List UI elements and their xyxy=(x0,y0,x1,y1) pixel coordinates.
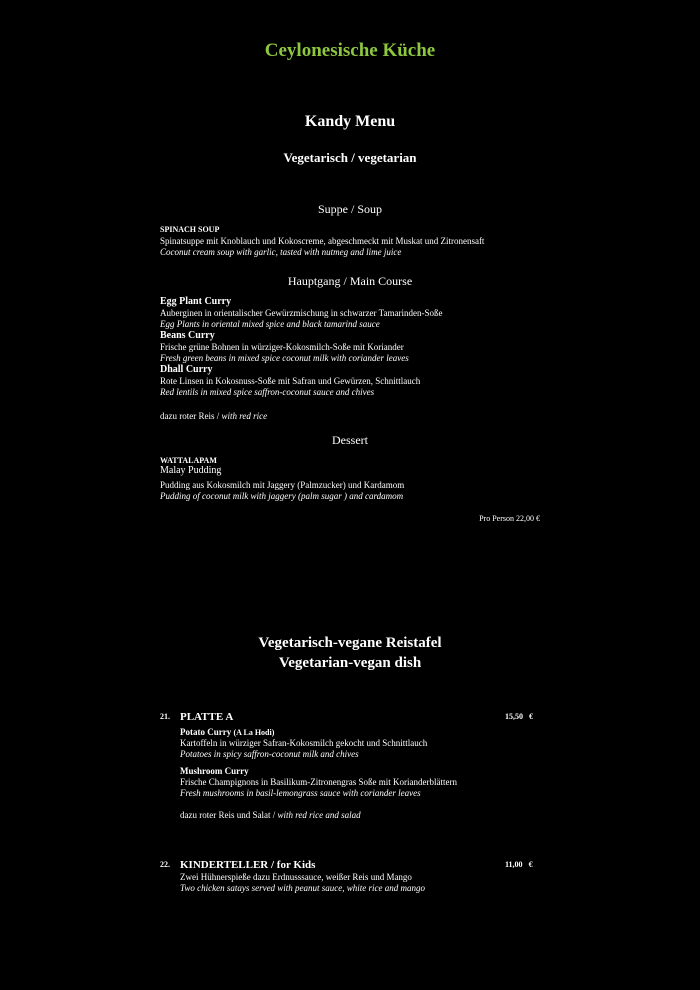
platte-item-desc-de: Frische Champignons in Basilikum-Zitronengras Soße mit Korianderblättern xyxy=(180,777,457,787)
platte-item-name: Mushroom Curry xyxy=(180,766,249,776)
platte-item-name xyxy=(180,727,274,738)
kids-title: KINDERTELLER / for Kids xyxy=(180,859,316,871)
main-item-desc-de: Auberginen in orientalischer Gewürzmischung in schwarzer Tamarinden-Soße xyxy=(160,308,443,318)
platte-item-desc-de: Kartoffeln in würziger Safran-Kokosmilch gekocht und Schnittlauch xyxy=(180,738,428,748)
currency: € xyxy=(528,860,533,869)
item-name: Potato Curry xyxy=(180,727,232,737)
item-suffix: (A La Hodi) xyxy=(233,728,275,737)
soup-desc-en: Coconut cream soup with garlic, tasted with nutmeg and lime juice xyxy=(160,247,402,257)
side-note-en: with red rice and salad xyxy=(277,810,361,820)
restaurant-title: Ceylonesische Küche xyxy=(264,40,436,61)
currency: € xyxy=(529,712,533,721)
dessert-desc-en: Pudding of coconut milk with jaggery (palm sugar ) and cardamom xyxy=(160,491,404,501)
rice-note-en: with red rice xyxy=(221,411,268,421)
rice-note xyxy=(160,411,267,422)
item-number: 21. xyxy=(160,712,170,721)
side-note-de: dazu roter Reis und Salat / xyxy=(180,810,278,820)
dessert-heading: Dessert xyxy=(332,433,368,447)
kids-desc-en: Two chicken satays served with peanut sauce, white rice and mango xyxy=(180,883,426,893)
main-item-desc-en: Red lentils in mixed spice saffron-coconut sauce and chives xyxy=(160,387,375,397)
main-item-desc-de: Frische grüne Bohnen in würziger-Kokosmilch-Soße mit Koriander xyxy=(160,342,404,352)
soup-heading: Suppe / Soup xyxy=(317,202,382,216)
platte-price xyxy=(505,712,533,721)
rice-note-de: dazu roter Reis / xyxy=(160,411,222,421)
platte-side-note xyxy=(180,810,361,821)
dessert-desc-de: Pudding aus Kokosmilch mit Jaggery (Palmzucker) und Kardamom xyxy=(160,480,405,490)
reistafel-title-en: Vegetarian-vegan dish xyxy=(278,655,422,671)
price-value: 15,50 xyxy=(505,712,523,721)
dessert-name: WATTALAPAM xyxy=(160,456,217,465)
main-item-desc-en: Fresh green beans in mixed spice coconut milk with coriander leaves xyxy=(160,353,409,363)
dessert-subname: Malay Pudding xyxy=(160,465,222,476)
reistafel-title-de: Vegetarisch-vegane Reistafel xyxy=(258,635,442,651)
platte-item-desc-en: Fresh mushrooms in basil-lemongrass sauce with coriander leaves xyxy=(180,788,421,798)
main-item-name: Beans Curry xyxy=(160,330,215,341)
main-item-name: Dhall Curry xyxy=(160,364,213,375)
kids-desc-de: Zwei Hühnerspieße dazu Erdnusssauce, weißer Reis und Mango xyxy=(180,872,412,882)
main-course-heading: Hauptgang / Main Course xyxy=(287,274,413,288)
price-value: 11,00 xyxy=(505,860,523,869)
kandy-menu-subtitle: Vegetarisch / vegetarian xyxy=(283,150,417,165)
kandy-price: Pro Person 22,00 € xyxy=(479,514,540,523)
item-number: 22. xyxy=(160,860,170,869)
main-item-name: Egg Plant Curry xyxy=(160,296,232,307)
main-item-desc-en: Egg Plants in oriental mixed spice and black tamarind sauce xyxy=(160,319,380,329)
soup-name: SPINACH SOUP xyxy=(160,225,220,234)
kids-price xyxy=(505,860,533,869)
main-item-desc-de: Rote Linsen in Kokosnuss-Soße mit Safran und Gewürzen, Schnittlauch xyxy=(160,376,421,386)
soup-desc-de: Spinatsuppe mit Knoblauch und Kokoscreme, abgeschmeckt mit Muskat und Zitronensaft xyxy=(160,236,485,246)
kandy-menu-title: Kandy Menu xyxy=(304,113,396,130)
platte-item-desc-en: Potatoes in spicy saffron-coconut milk and chives xyxy=(180,749,359,759)
platte-title: PLATTE A xyxy=(180,711,234,723)
